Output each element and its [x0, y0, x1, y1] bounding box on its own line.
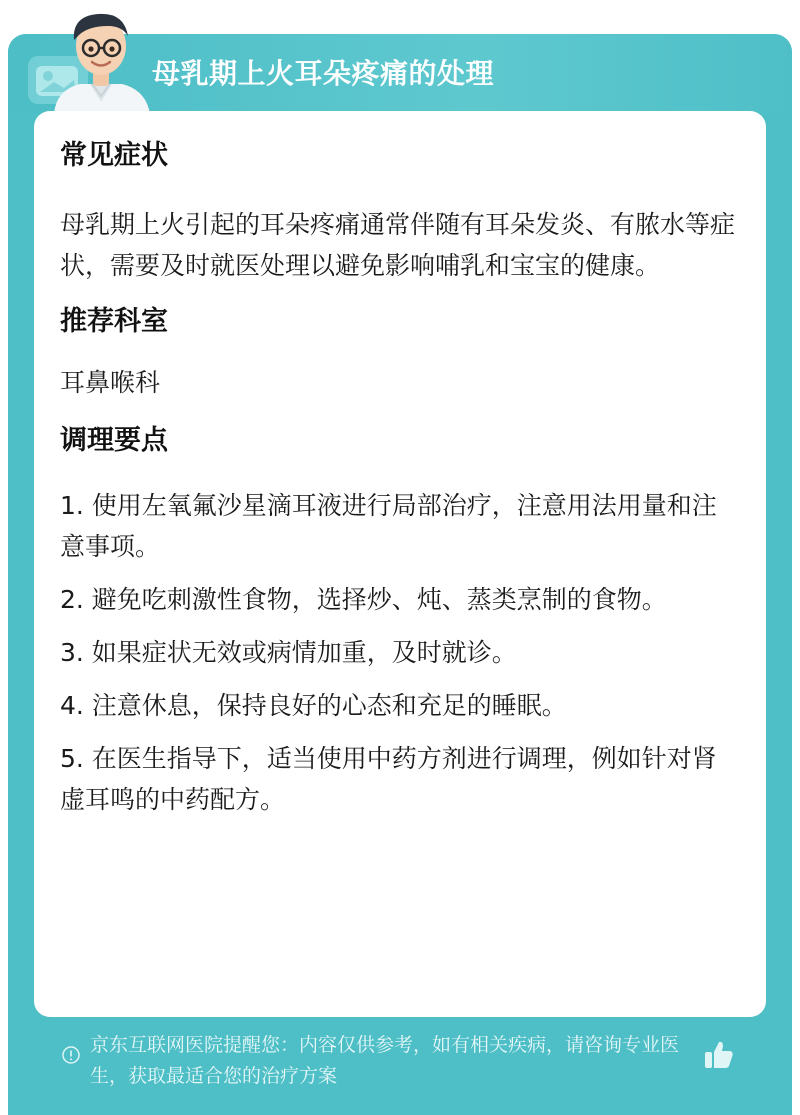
section-department	[60, 302, 736, 403]
doctor-avatar	[46, 6, 156, 114]
content-body	[60, 130, 736, 820]
section-paragraph: 母乳期上火引起的耳朵疼痛通常伴随有耳朵发炎、有脓水等症状，需要及时就医处理以避免影响哺乳和宝宝的健康。	[60, 210, 736, 280]
list-item: 1. 使用左氧氟沙星滴耳液进行局部治疗，注意用法用量和注意事项。	[60, 491, 717, 561]
section-symptoms	[60, 136, 736, 286]
info-circle-icon	[62, 1046, 80, 1064]
disclaimer-text: 京东互联网医院提醒您：内容仅供参考，如有相关疾病，请咨询专业医生，获取最适合您的治疗方案	[90, 1034, 680, 1087]
list-item: 3. 如果症状无效或病情加重，及时就诊。	[60, 638, 517, 667]
list-item: 2. 避免吃刺激性食物，选择炒、炖、蒸类烹制的食物。	[60, 585, 667, 614]
footer	[62, 1030, 762, 1100]
section-care-points	[60, 421, 736, 820]
list-item: 4. 注意休息，保持良好的心态和充足的睡眠。	[60, 691, 567, 720]
section-heading: 调理要点	[60, 425, 168, 456]
section-heading: 常见症状	[60, 140, 168, 171]
list-item: 5. 在医生指导下，适当使用中药方剂进行调理，例如针对肾虚耳鸣的中药配方。	[60, 744, 717, 814]
page-title: 母乳期上火耳朵疼痛的处理	[152, 57, 495, 90]
section-paragraph: 耳鼻喉科	[60, 368, 161, 397]
section-heading: 推荐科室	[60, 306, 168, 337]
thumbs-up-icon[interactable]	[702, 1038, 736, 1072]
